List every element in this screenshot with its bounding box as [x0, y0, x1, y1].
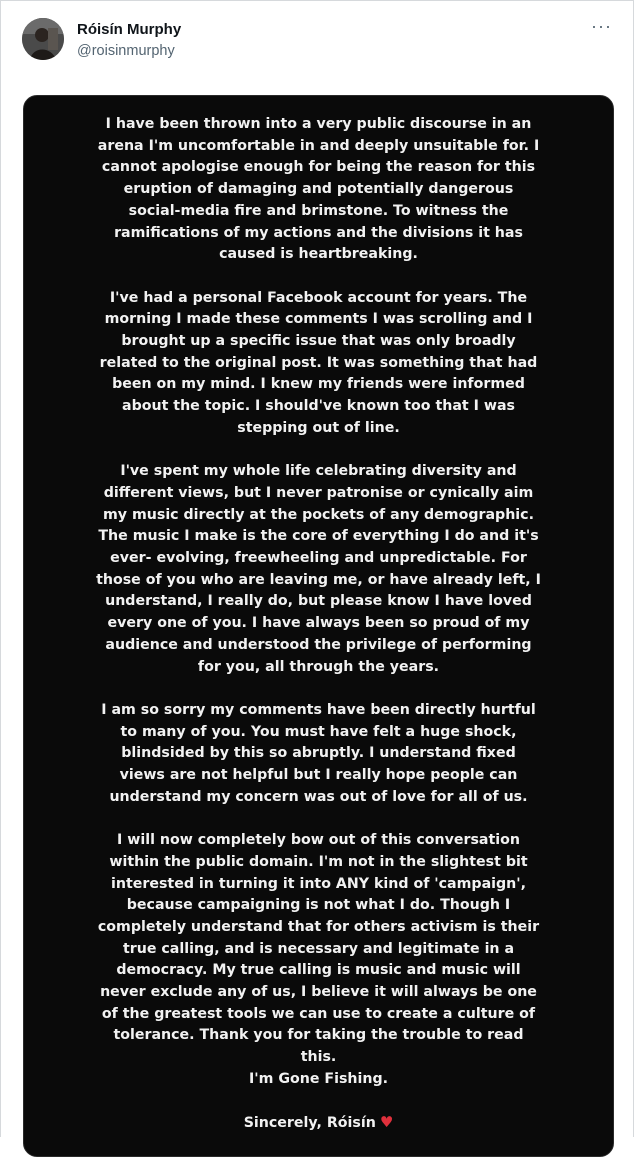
author-name[interactable]: Róisín Murphy [77, 21, 182, 38]
signoff [24, 1112, 613, 1135]
more-options-icon[interactable]: ··· [591, 16, 612, 36]
tweet-header [0, 0, 634, 90]
statement-paragraph: I will now completely bow out of this conversation within the public domain. I'm not in the slightest bit interested in turning it into ANY kind of 'campaign', because campaigning is not what I do. Though I completely understand that for others activism is their true calling, and is necessary and legitimate in a democracy. My true calling is music and music will never exclude any of us, I believe it will always be one of the greatest tools we can use to create a culture of tolerance. Thank you for taking the trouble to read this. I'm Gone Fishing. [97, 832, 540, 1087]
author-handle[interactable]: @roisinmurphy [77, 43, 175, 59]
statement-paragraph: I've had a personal Facebook account for years. The morning I made these comments I was scrolling and I brought up a specific issue that was only broadly related to the original post. It was something that had been on my mind. I knew my friends were informed about the topic. I should've known too that I was stepping out of line. [99, 289, 538, 436]
statement-paragraph: I am so sorry my comments have been directly hurtful to many of you. You must have felt a huge shock, blindsided by this so abruptly. I understand fixed views are not helpful but I really hope people can understand my concern was out of love for all of us. [101, 701, 536, 805]
heart-icon: ♥ [379, 1113, 394, 1132]
statement-image[interactable] [23, 95, 614, 1157]
statement-text [24, 114, 613, 1157]
statement-paragraph: I have been thrown into a very public discourse in an arena I'm uncomfortable in and deeply unsuitable for. I cannot apologise enough for being the reason for this eruption of damaging and potentially dangerous social-media fire and brimstone. To witness the ramifications of my actions and the divisions it has caused is heartbreaking. [97, 116, 540, 263]
statement-paragraph: I've spent my whole life celebrating diversity and different views, but I never patronise or cynically aim my music directly at the pockets of any demographic. The music I make is the core of everything I do and it's ever- evolving, freewheeling and unpredictable. For those of you who are leaving me, or have already left, I understand, I really do, but please know I have loved every one of you. I have always been so proud of my audience and understood the privilege of performing for you, all through the years. [96, 463, 541, 675]
avatar-image [22, 18, 64, 60]
avatar[interactable] [22, 18, 64, 60]
signoff-text: Sincerely, Róisín [243, 1115, 376, 1132]
